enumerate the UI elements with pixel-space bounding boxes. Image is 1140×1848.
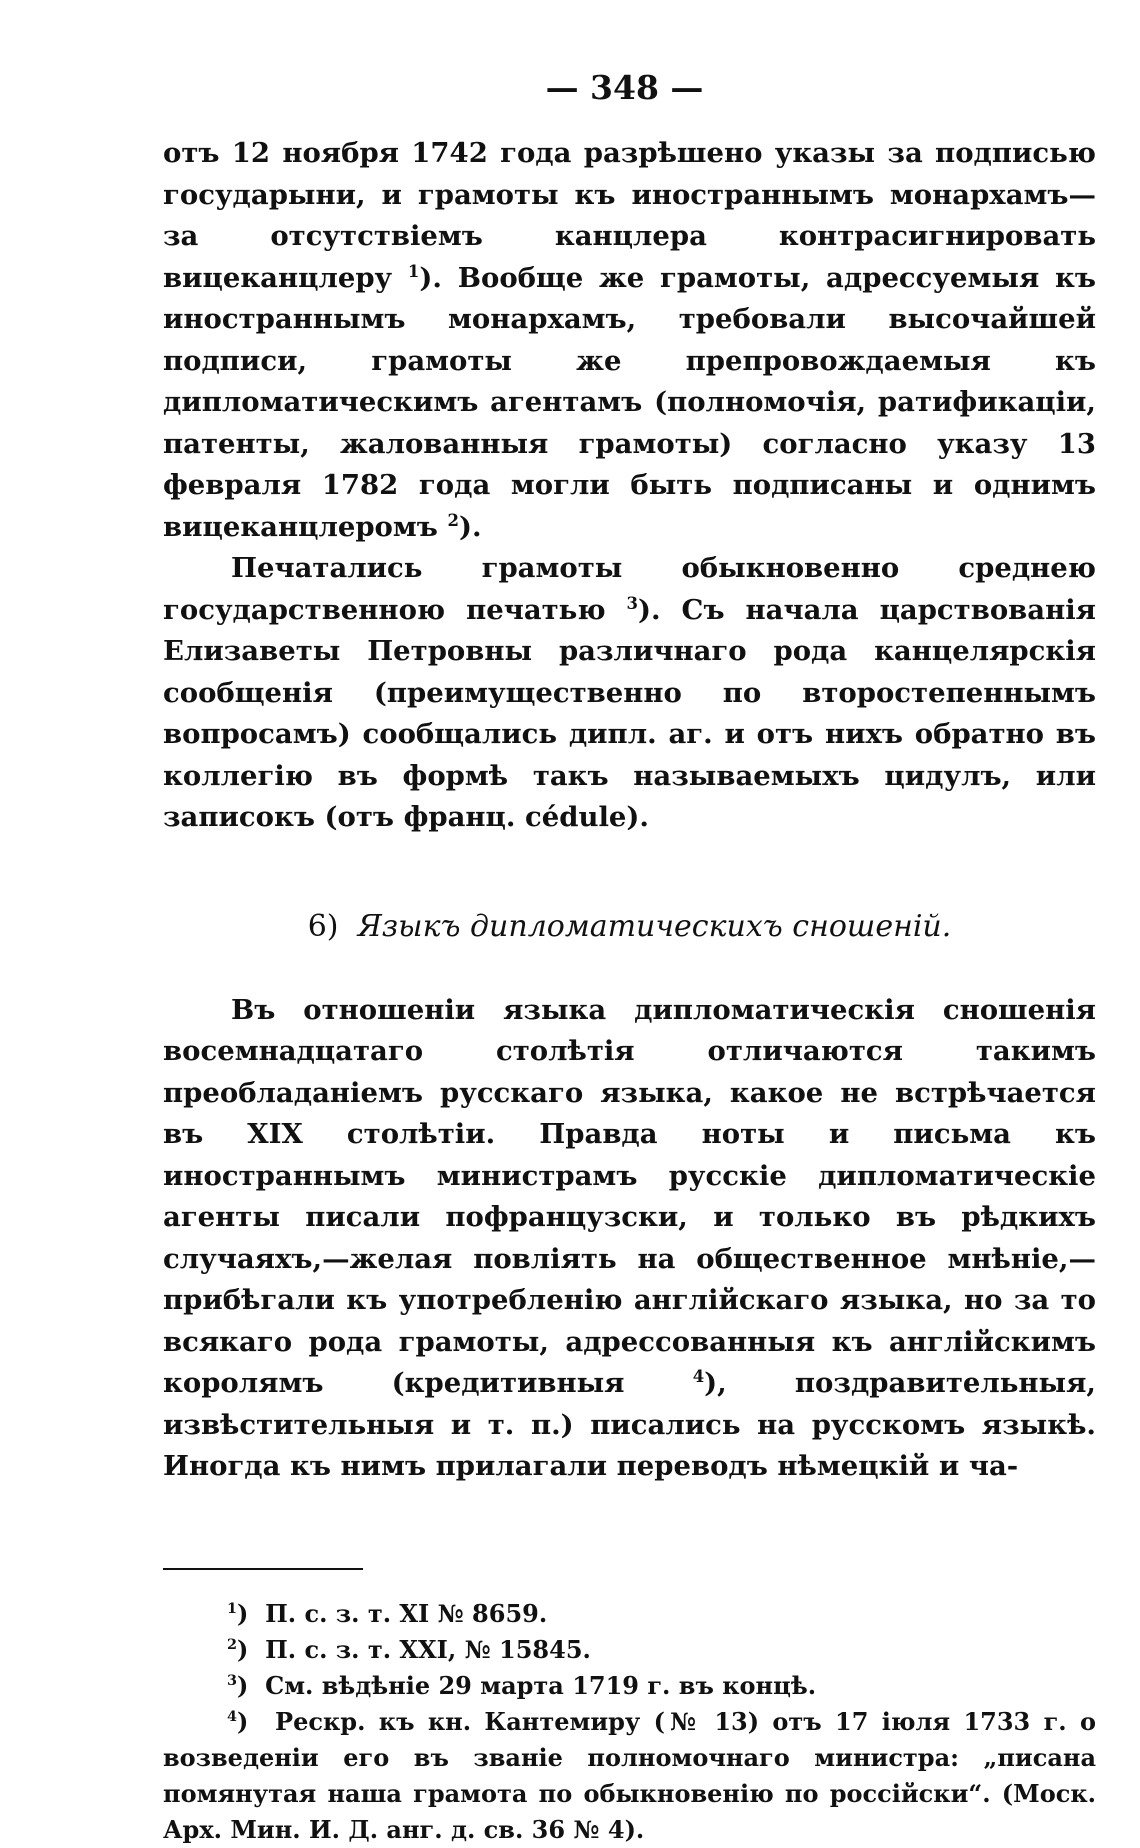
footnote-divider <box>163 1568 363 1570</box>
section-number: 6) <box>307 908 339 944</box>
footnote-mark: 4 <box>227 1707 238 1725</box>
paragraph-text: ). Съ начала царствованія Елизаветы Петровны различнаго рода канцелярскія сообщенія (преимущественно по второстепеннымъ вопросамъ) сообщались дипл. аг. и отъ нихъ обратно въ коллегію въ формѣ такъ называемыхъ цидулъ, или записокъ (отъ франц. cédule). <box>163 593 1096 833</box>
paragraph-seals <box>163 548 1096 839</box>
footnote: $^1$) П. с. з. т. XI № 8659. <box>227 1598 548 1628</box>
footnote: $^4$) Рескр. къ кн. Кантемиру (№ 13) отъ 17 іюля 1733 г. о возведеніи его въ званіе полномочнаго министра: „писана помянутая наша грамота по обыкновенію по россійски“. (Моск. Арх. Мин. И. Д. анг. д. св. 36 № 4). <box>163 1706 1096 1844</box>
footnote-mark: 3 <box>227 1671 238 1689</box>
footnote-text: П. с. з. т. XI № 8659. <box>265 1598 548 1628</box>
paragraph-text: ). <box>458 510 482 543</box>
paragraph-text: Печатались грамоты обыкновенно среднею государственною печатью <box>163 552 1096 626</box>
footnote-text: П. с. з. т. XXI, № 15845. <box>265 1634 591 1664</box>
footnote-ref-2: 2 <box>447 510 459 530</box>
footnote-text: См. вѣдѣніе 29 марта 1719 г. въ концѣ. <box>265 1670 817 1700</box>
paragraph-text: ), поздравительныя, извѣстительныя и т. п.) писались на русскомъ языкѣ. Иногда къ нимъ прилагали переводъ нѣмецкій и ча- <box>163 1367 1096 1482</box>
footnote-mark: 2 <box>227 1635 238 1653</box>
paragraph-continuation <box>163 133 1096 548</box>
section-heading <box>163 909 1096 944</box>
footnote: $^3$) См. вѣдѣніе 29 марта 1719 г. въ концѣ. <box>227 1670 817 1700</box>
section-title: Языкъ дипломатическихъ сношеній. <box>357 908 952 944</box>
page-number: — 348 — <box>545 68 704 107</box>
footnote-ref-1: 1 <box>407 261 420 281</box>
footnote-mark: 1 <box>227 1599 238 1617</box>
paragraph-text: Въ отношеніи языка дипломатическія сношенія восемнадцатаго столѣтія отличаются такимъ преобладаніемъ русскаго языка, какое не встрѣчается въ XIX столѣтіи. Правда ноты и письма къ иностраннымъ министрамъ русскіе дипломатическіе агенты писали пофранцузски, и только въ рѣдкихъ случаяхъ,—желая повліять на общественное мнѣніе,—прибѣгали къ употребленію англійскаго языка, но за то всякаго рода грамоты, адрессованныя къ англійскимъ королямъ (кредитивныя <box>163 993 1096 1399</box>
footnote-ref-4: 4 <box>692 1366 705 1386</box>
paragraph-text: отъ 12 ноября 1742 года разрѣшено указы за подписью государыни, и грамоты къ иностраннымъ монархамъ—за отсутствіемъ канцлера контрасигнировать вицеканцлеру <box>163 137 1096 294</box>
footnote-ref-3: 3 <box>626 593 638 613</box>
paragraph-language <box>163 990 1096 1488</box>
paragraph-text: ). Вообще же грамоты, адрессуемыя къ иностраннымъ монархамъ, требовали высочайшей подписи, грамоты же препровождаемыя къ дипломатическимъ агентамъ (полномочія, ратификаціи, патенты, жалованныя грамоты) согласно указу 13 февраля 1782 года могли быть подписаны и однимъ вицеканцлеромъ <box>163 261 1096 543</box>
footnote: $^2$) П. с. з. т. XXI, № 15845. <box>227 1634 591 1664</box>
footnote-text: Рескр. къ кн. Кантемиру (№ 13) отъ 17 іюля 1733 г. о возведеніи его въ званіе полномочнаго министра: „писана помянутая наша грамота по обыкновенію по россійски“. (Моск. Арх. Мин. И. Д. анг. д. св. 36 № 4). <box>163 1706 1096 1844</box>
